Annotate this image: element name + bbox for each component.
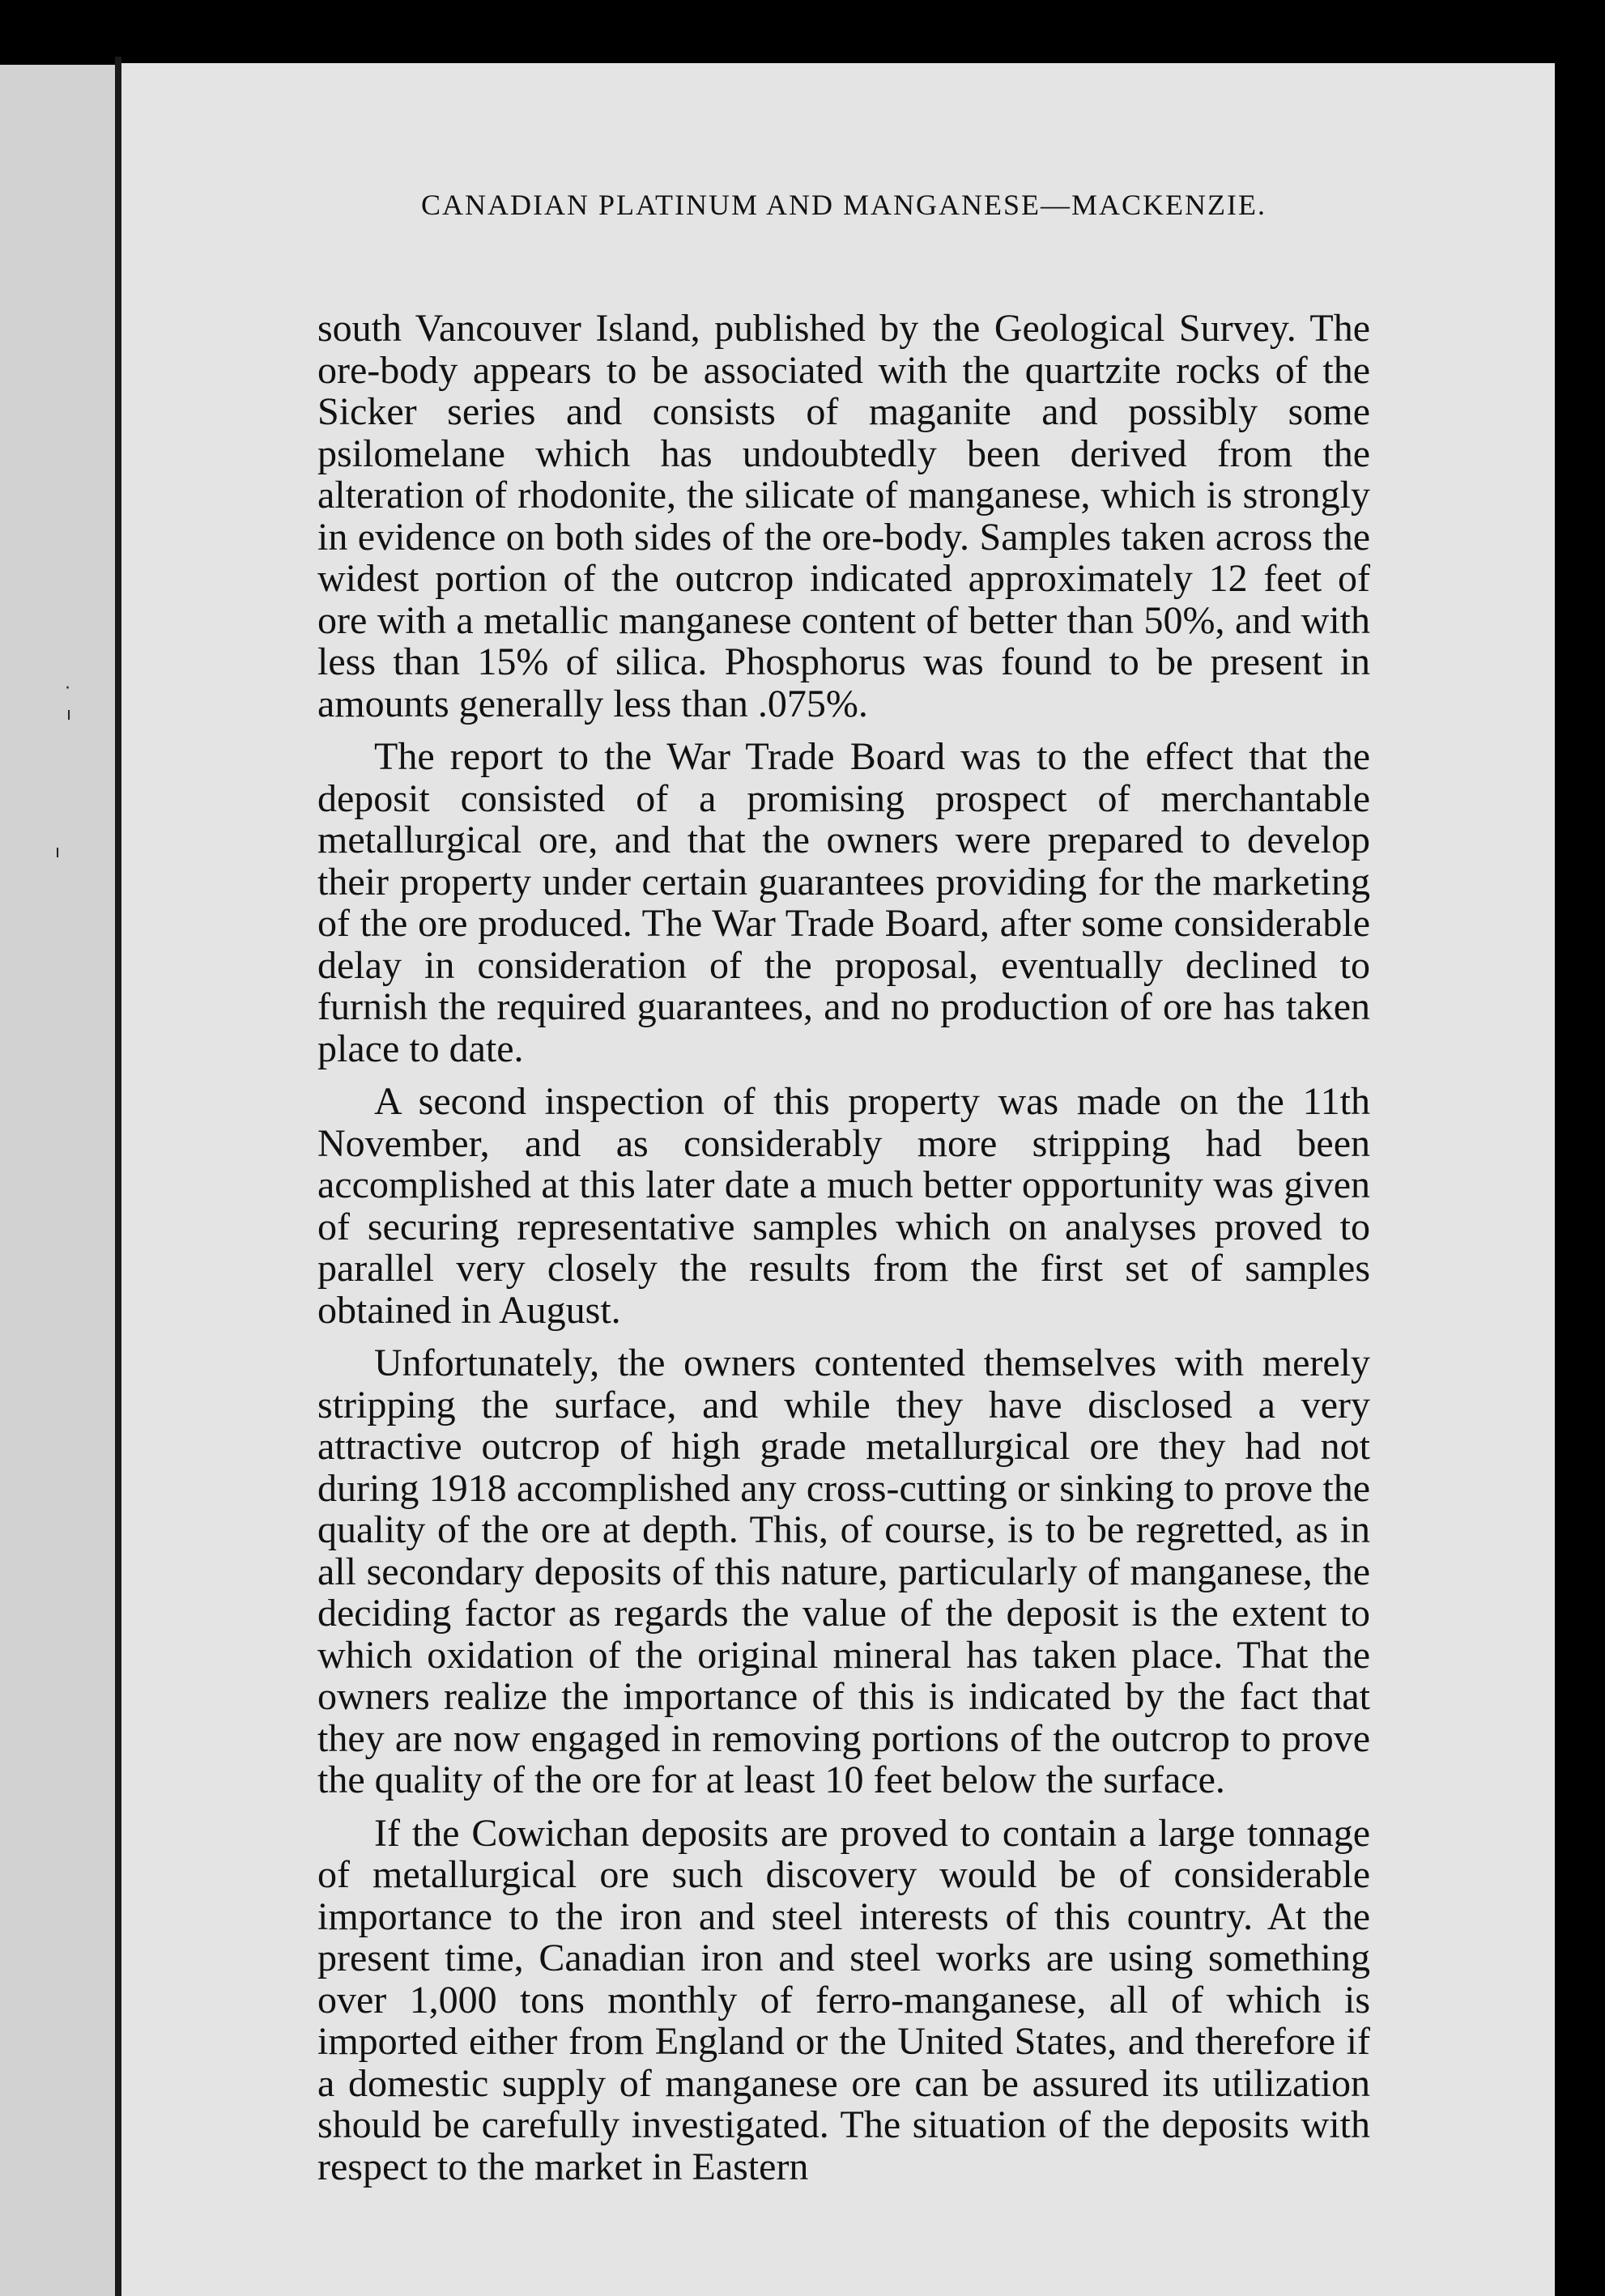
left-page-margin <box>0 65 115 2296</box>
paragraph: If the Cowichan deposits are proved to contain a large tonnage of metallurgical ore such discovery would be of considerable importance to the iron and steel interests of this country. At the present time, Canadian iron and steel works are using something over 1,000 tons monthly of ferro-manganese, all of which is imported either from England or the United States, and therefore if a domestic supply of manganese ore can be assured its utilization should be carefully investigated. The situation of the deposits with respect to the market in Eastern <box>317 1811 1370 2188</box>
paragraph: A second inspection of this property was made on the 11th November, and as considerably more stripping had been accomplished at this later date a much better opportunity was given of securing representative samples which on analyses proved to parallel very closely the results from the first set of samples obtained in August. <box>317 1080 1370 1332</box>
paragraph: Unfortunately, the owners contented themselves with merely stripping the surface, and while they have disclosed a very attractive outcrop of high grade metallurgical ore they had not during 1918 accomplished any cross-cutting or sinking to prove the quality of the ore at depth. This, of course, is to be regretted, as in all secondary deposits of this nature, particularly of manganese, the deciding factor as regards the value of the deposit is the extent to which oxidation of the original mineral has taken place. That the owners realize the importance of this is indicated by the fact that they are now engaged in removing portions of the outcrop to prove the quality of the ore for at least 10 feet below the surface. <box>317 1341 1370 1801</box>
body-text <box>317 308 1370 2199</box>
paragraph: The report to the War Trade Board was to the effect that the deposit consisted of a promising prospect of merchantable metallurgical ore, and that the owners were prepared to develop their property under certain guarantees providing for the marketing of the ore produced. The War Trade Board, after some considerable delay in consideration of the proposal, eventually declined to furnish the required guarantees, and no production of ore has taken place to date. <box>317 735 1370 1070</box>
speck-mark: ı <box>66 704 72 725</box>
page-gutter <box>115 57 121 2296</box>
running-head: CANADIAN PLATINUM AND MANGANESE—MACKENZIE. <box>421 189 1267 221</box>
speck-mark: ı <box>55 842 61 862</box>
paragraph: south Vancouver Island, published by the Geological Survey. The ore-body appears to be associated with the quartzite rocks of the Sicker series and consists of maganite and possibly some psilomelane which has undoubtedly been derived from the alteration of rhodonite, the silicate of manganese, which is strongly in evidence on both sides of the ore-body. Samples taken across the widest portion of the outcrop indicated approximately 12 feet of ore with a metallic manganese content of better than 50%, and with less than 15% of silica. Phosphorus was found to be present in amounts generally less than .075%. <box>317 307 1370 725</box>
speck-mark: · <box>65 678 70 699</box>
